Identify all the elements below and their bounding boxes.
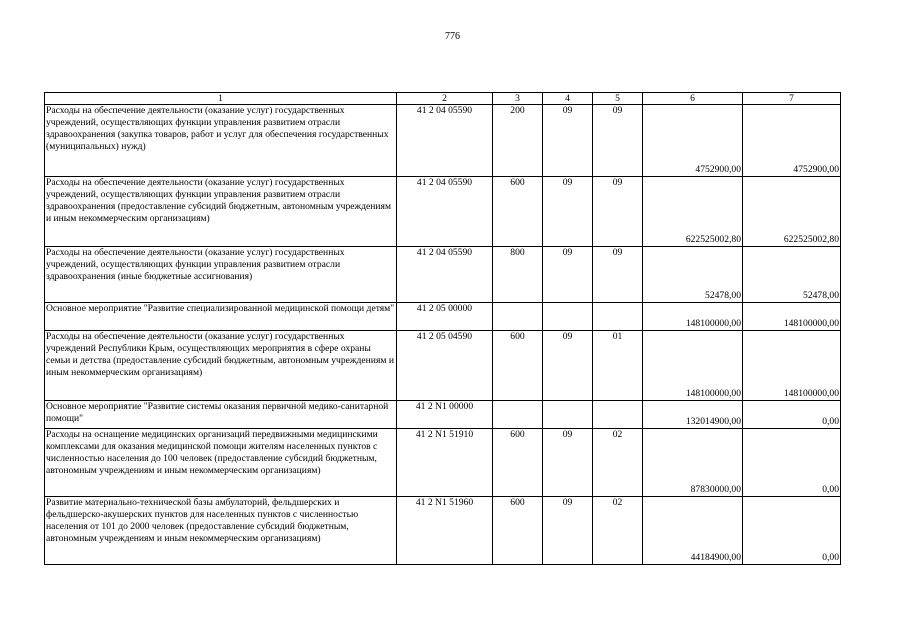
section-code: 09 (543, 247, 593, 303)
amount-col7: 4752900,00 (743, 105, 841, 177)
amount-col6: 622525002,80 (643, 177, 743, 247)
expense-name: Расходы на оснащение медицинских организаций передвижными медицинскими комплексами для оказания медицинской помощи жителям населенных пунктов с численностью населения до 100 человек (предоставление субсидий бюджетным, автономным учреждениям и иным некоммерческим организациям) (45, 429, 397, 497)
target-article-code: 41 2 04 05590 (397, 105, 493, 177)
section-code (543, 401, 593, 429)
target-article-code: 41 2 N1 00000 (397, 401, 493, 429)
expense-name: Расходы на обеспечение деятельности (оказание услуг) государственных учреждений, осуществляющих функции управления развитием отрасли здравоохранения (закупка товаров, работ и услуг для обеспечения государственных (муниципальных) нужд) (45, 105, 397, 177)
column-header: 7 (743, 93, 841, 105)
amount-col7: 622525002,80 (743, 177, 841, 247)
subsection-code: 02 (593, 429, 643, 497)
column-header: 4 (543, 93, 593, 105)
page-number: 776 (445, 31, 460, 42)
table-row (45, 105, 841, 177)
table-row (45, 177, 841, 247)
expense-type-code: 800 (493, 247, 543, 303)
target-article-code: 41 2 05 04590 (397, 331, 493, 401)
table-row (45, 247, 841, 303)
expense-name: Расходы на обеспечение деятельности (оказание услуг) государственных учреждений, осуществляющих функции управления развитием отрасли здравоохранения (предоставление субсидий бюджетным, автономным учреждениям и иным некоммерческим организациям) (45, 177, 397, 247)
expense-type-code: 600 (493, 429, 543, 497)
expense-type-code: 600 (493, 177, 543, 247)
section-code: 09 (543, 497, 593, 565)
table-row (45, 429, 841, 497)
amount-col6: 52478,00 (643, 247, 743, 303)
subsection-code (593, 303, 643, 331)
section-code: 09 (543, 177, 593, 247)
amount-col7: 148100000,00 (743, 303, 841, 331)
target-article-code: 41 2 04 05590 (397, 247, 493, 303)
amount-col6: 148100000,00 (643, 331, 743, 401)
target-article-code: 41 2 05 00000 (397, 303, 493, 331)
subsection-code: 01 (593, 331, 643, 401)
amount-col7: 52478,00 (743, 247, 841, 303)
column-header: 6 (643, 93, 743, 105)
expense-type-code: 600 (493, 497, 543, 565)
subsection-code: 09 (593, 105, 643, 177)
column-header: 3 (493, 93, 543, 105)
amount-col7: 0,00 (743, 401, 841, 429)
expense-type-code (493, 401, 543, 429)
amount-col6: 4752900,00 (643, 105, 743, 177)
budget-table (44, 92, 841, 565)
column-header: 2 (397, 93, 493, 105)
table-row (45, 331, 841, 401)
subsection-code: 02 (593, 497, 643, 565)
amount-col7: 148100000,00 (743, 331, 841, 401)
subsection-code (593, 401, 643, 429)
table-row (45, 401, 841, 429)
amount-col6: 44184900,00 (643, 497, 743, 565)
section-code: 09 (543, 105, 593, 177)
table-row (45, 497, 841, 565)
target-article-code: 41 2 N1 51910 (397, 429, 493, 497)
expense-name: Основное мероприятие "Развитие системы оказания первичной медико-санитарной помощи" (45, 401, 397, 429)
expense-type-code: 200 (493, 105, 543, 177)
amount-col6: 132014900,00 (643, 401, 743, 429)
target-article-code: 41 2 04 05590 (397, 177, 493, 247)
column-header: 5 (593, 93, 643, 105)
expense-type-code (493, 303, 543, 331)
table-header-row (45, 93, 841, 105)
expense-name: Основное мероприятие "Развитие специализированной медицинской помощи детям" (45, 303, 397, 331)
section-code: 09 (543, 331, 593, 401)
amount-col6: 87830000,00 (643, 429, 743, 497)
expense-name: Расходы на обеспечение деятельности (оказание услуг) государственных учреждений Республики Крым, осуществляющих мероприятия в сфере охраны семьи и детства (предоставление субсидий бюджетным, автономным учреждениям и иным некоммерческим организациям) (45, 331, 397, 401)
table-row (45, 303, 841, 331)
column-header: 1 (45, 93, 397, 105)
section-code: 09 (543, 429, 593, 497)
amount-col6: 148100000,00 (643, 303, 743, 331)
subsection-code: 09 (593, 247, 643, 303)
expense-type-code: 600 (493, 331, 543, 401)
expense-name: Развитие материально-технической базы амбулаторий, фельдшерских и фельдшерско-акушерских пунктов для населенных пунктов с численностью населения от 101 до 2000 человек (предоставление субсидий бюджетным, автономным учреждениям и иным некоммерческим организациям) (45, 497, 397, 565)
subsection-code: 09 (593, 177, 643, 247)
target-article-code: 41 2 N1 51960 (397, 497, 493, 565)
section-code (543, 303, 593, 331)
expense-name: Расходы на обеспечение деятельности (оказание услуг) государственных учреждений, осуществляющих функции управления развитием отрасли здравоохранения (иные бюджетные ассигнования) (45, 247, 397, 303)
amount-col7: 0,00 (743, 497, 841, 565)
amount-col7: 0,00 (743, 429, 841, 497)
